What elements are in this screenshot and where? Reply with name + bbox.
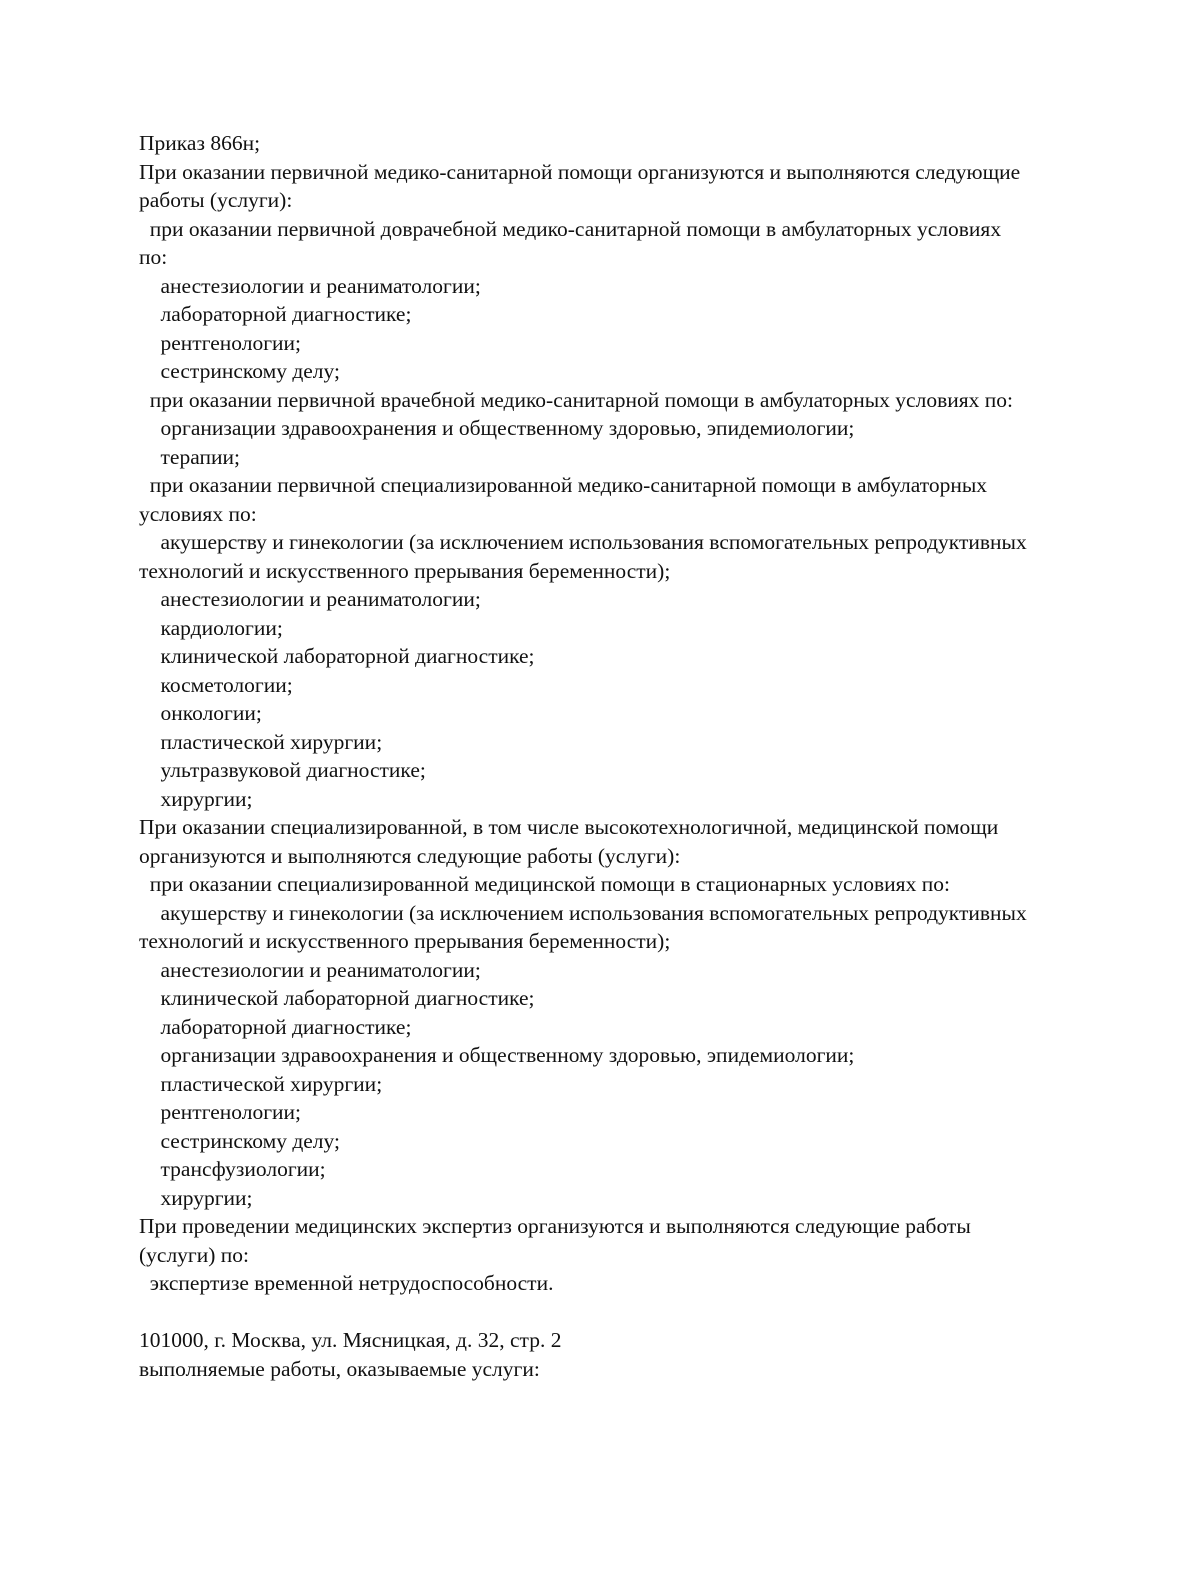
text-line: пластической хирургии; [139,1071,383,1096]
text-line: лабораторной диагностике; [139,1014,412,1039]
text-line: клинической лабораторной диагностике; [139,644,535,668]
text-line: хирургии; [139,1185,253,1210]
text-line: при оказании первичной специализированной медико-санитарной помощи в амбулаторных [139,473,988,497]
services-label: выполняемые работы, оказываемые услуги: [139,1356,540,1381]
text-line: пластической хирургии; [139,729,383,754]
text-line: При проведении медицинских экспертиз организуются и выполняются следующие работы [139,1214,971,1238]
text-line: экспертизе временной нетрудоспособности. [139,1271,554,1295]
text-line: лабораторной диагностике; [139,302,412,326]
text-line: при оказании первичной врачебной медико-санитарной помощи в амбулаторных условиях по: [139,387,1013,412]
text-line: при оказании специализированной медицинской помощи в стационарных условиях по: [139,872,950,896]
text-line: терапии; [139,444,240,469]
text-line: работы (услуги): [139,188,293,212]
text-line: технологий и искусственного прерывания беременности); [139,929,671,953]
text-line: трансфузиологии; [139,1157,326,1181]
text-line: анестезиологии и реаниматологии; [139,587,481,611]
text-line: При оказании первичной медико-санитарной помощи организуются и выполняются следующие [139,159,1021,184]
text-line: анестезиологии и реаниматологии; [139,273,481,298]
text-line: При оказании специализированной, в том числе высокотехнологичной, медицинской помощи [139,815,999,839]
address-line: 101000, г. Москва, ул. Мясницкая, д. 32, стр. 2 [139,1328,562,1352]
text-line: условиях по: [139,501,257,526]
text-line: организации здравоохранения и общественному здоровью, эпидемиологии; [139,1043,855,1067]
text-line: организации здравоохранения и общественному здоровью, эпидемиологии; [139,416,855,440]
text-line: организуются и выполняются следующие работы (услуги): [139,843,681,868]
text-line: кардиологии; [139,615,283,640]
text-line: Приказ 866н; [139,131,261,155]
text-line: рентгенологии; [139,330,302,355]
text-line: ультразвуковой диагностике; [139,758,426,782]
text-line: онкологии; [139,701,262,725]
text-line: косметологии; [139,672,293,697]
text-line: при оказании первичной доврачебной медико-санитарной помощи в амбулаторных условиях [139,216,1002,241]
text-line: рентгенологии; [139,1100,302,1124]
text-line: сестринскому делу; [139,359,340,383]
text-line: акушерству и гинекологии (за исключением использования вспомогательных репродуктивных [139,530,1027,554]
text-line: акушерству и гинекологии (за исключением использования вспомогательных репродуктивных [139,900,1027,925]
text-line: анестезиологии и реаниматологии; [139,957,481,982]
document-text [139,129,1129,1383]
text-line: (услуги) по: [139,1242,250,1267]
text-line: клинической лабораторной диагностике; [139,986,535,1010]
text-line: по: [139,245,168,269]
text-line: сестринскому делу; [139,1128,340,1153]
text-line: хирургии; [139,786,253,811]
blank-line [139,1298,1129,1327]
text-line: технологий и искусственного прерывания беременности); [139,558,671,583]
